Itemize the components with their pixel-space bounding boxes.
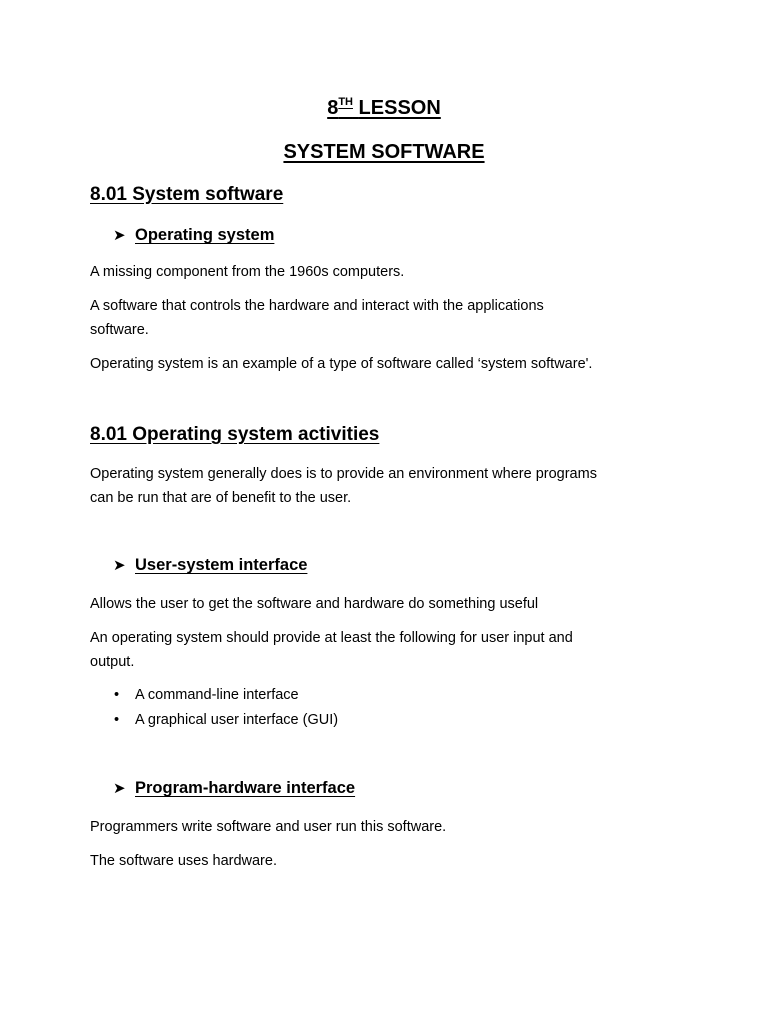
section-heading-system-software: 8.01 System software: [90, 184, 284, 205]
list-item-text: A command-line interface: [135, 687, 299, 703]
paragraph: Allows the user to get the software and hardware do something useful: [90, 596, 539, 612]
sub-heading-user-system-interface: [113, 556, 307, 575]
paragraph-line: software.: [90, 322, 149, 338]
sub-heading-label: Program-hardware interface: [135, 779, 356, 797]
paragraph-line: can be run that are of benefit to the user.: [90, 490, 352, 506]
main-title: SYSTEM SOFTWARE: [283, 141, 485, 163]
lesson-number: 8: [327, 97, 339, 119]
bullet-icon: •: [114, 687, 120, 703]
paragraph: Operating system is an example of a type of software called ‘system software'.: [90, 356, 593, 372]
lesson-word: LESSON: [358, 97, 441, 119]
paragraph-line: An operating system should provide at least the following for user input and: [90, 630, 573, 646]
lesson-number-suffix: TH: [338, 96, 353, 108]
paragraph: Programmers write software and user run this software.: [90, 819, 447, 835]
paragraph: The software uses hardware.: [90, 853, 277, 869]
list-item: [114, 712, 338, 728]
list-item: [114, 687, 299, 703]
list-item-text: A graphical user interface (GUI): [135, 712, 339, 728]
section-heading-os-activities: 8.01 Operating system activities: [90, 424, 380, 445]
paragraph-line: A software that controls the hardware and interact with the applications: [90, 298, 544, 314]
sub-heading-program-hardware-interface: [113, 779, 355, 798]
paragraph: A missing component from the 1960s computers.: [90, 264, 405, 280]
bullet-icon: •: [114, 712, 120, 728]
sub-heading-label: Operating system: [135, 226, 275, 244]
paragraph-line: Operating system generally does is to provide an environment where programs: [90, 466, 597, 482]
arrow-bullet-icon: ➤: [113, 557, 126, 574]
arrow-bullet-icon: ➤: [113, 780, 126, 797]
arrow-bullet-icon: ➤: [113, 227, 126, 244]
lesson-title: [0, 96, 768, 120]
sub-heading-operating-system: [113, 226, 274, 245]
paragraph-line: output.: [90, 654, 135, 670]
sub-heading-label: User-system interface: [135, 556, 308, 574]
